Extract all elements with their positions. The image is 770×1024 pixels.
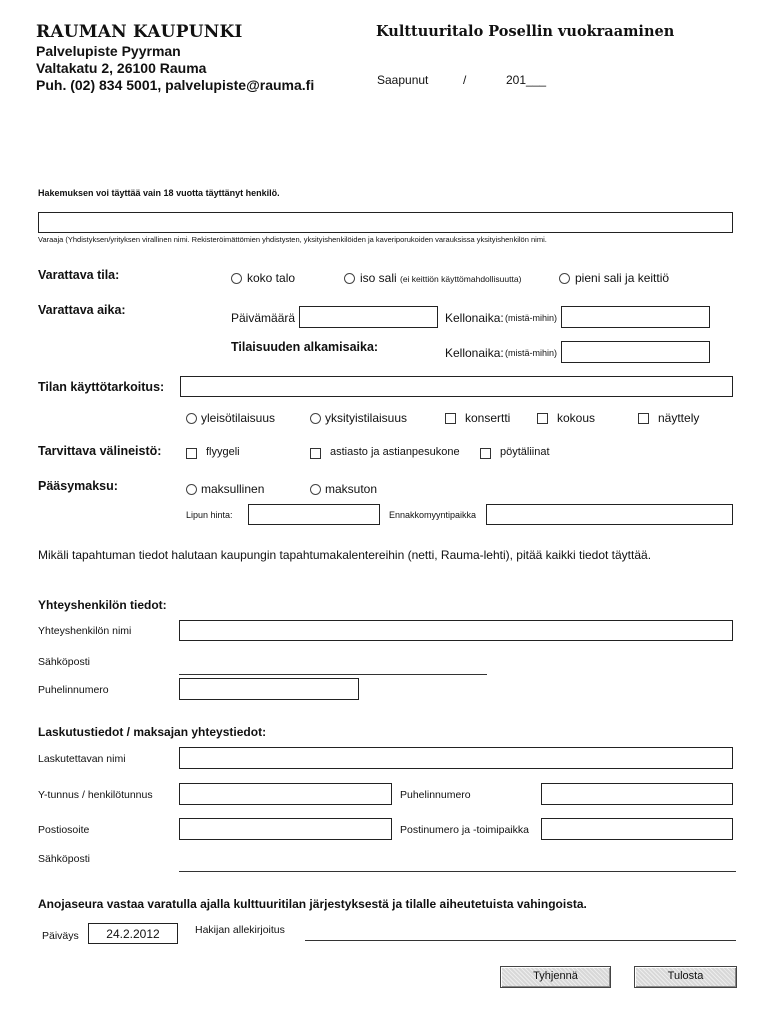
- checkbox-tablecloths[interactable]: [480, 448, 491, 459]
- presale-label: Ennakkomyyntipaikka: [389, 510, 477, 520]
- billing-name-label: Laskutettavan nimi: [38, 753, 126, 765]
- ticket-price-field[interactable]: [248, 504, 380, 525]
- billing-phone-label: Puhelinnumero: [400, 789, 471, 801]
- billing-phone-field[interactable]: [541, 783, 733, 805]
- date-label: Päivämäärä: [231, 311, 296, 325]
- option-concert: konsertti: [465, 411, 511, 425]
- option-grand-piano: flyygeli: [206, 446, 240, 458]
- signature-label: Hakijan allekirjoitus: [195, 924, 285, 936]
- presale-field[interactable]: [486, 504, 733, 525]
- contact-line: Puh. (02) 834 5001, palvelupiste@rauma.fi: [36, 77, 315, 93]
- billing-id-field[interactable]: [179, 783, 392, 805]
- clear-button[interactable]: Tyhjennä: [500, 966, 611, 988]
- billing-email-field[interactable]: [179, 871, 736, 872]
- date-signed-label: Päiväys: [42, 930, 79, 942]
- radio-paid[interactable]: [186, 484, 197, 495]
- purpose-label: Tilan käyttötarkoitus:: [38, 380, 165, 394]
- department-name: Palvelupiste Pyyrman: [36, 43, 181, 59]
- space-label: Varattava tila:: [38, 268, 120, 282]
- checkbox-meeting[interactable]: [537, 413, 548, 424]
- clock-label: Kellonaika:: [445, 311, 504, 325]
- billing-address-label: Postiosoite: [38, 824, 90, 836]
- checkbox-grand-piano[interactable]: [186, 448, 197, 459]
- calendar-note: Mikäli tapahtuman tiedot halutaan kaupungin tapahtumakalentereihin (netti, Rauma-lehti), pitää kaikki tiedot täyttää.: [38, 548, 652, 562]
- ticket-price-label: Lipun hinta:: [186, 510, 233, 520]
- received-label: Saapunut: [377, 73, 429, 87]
- equipment-label: Tarvittava välineistö:: [38, 444, 162, 458]
- responsibility-note: Anojaseura vastaa varatulla ajalla kulttuuritilan järjestyksestä ja tilalle aiheutetuista vahingoista.: [38, 897, 587, 911]
- age-notice: Hakemuksen voi täyttää vain 18 vuotta täyttänyt henkilö.: [38, 188, 280, 198]
- billing-email-label: Sähköposti: [38, 853, 90, 865]
- address-line: Valtakatu 2, 26100 Rauma: [36, 60, 207, 76]
- print-button[interactable]: Tulosta: [634, 966, 737, 988]
- received-separator: /: [463, 73, 467, 87]
- radio-whole-house[interactable]: [231, 273, 242, 284]
- fee-label: Pääsymaksu:: [38, 479, 118, 493]
- option-small-hall: pieni sali ja keittiö: [575, 271, 670, 285]
- start-clock-label: Kellonaika:: [445, 346, 504, 360]
- option-tablecloths: pöytäliinat: [500, 446, 550, 458]
- option-whole-house: koko talo: [247, 271, 296, 285]
- signature-line[interactable]: [305, 940, 736, 941]
- booker-name-field[interactable]: [38, 212, 733, 233]
- received-year: 201___: [506, 73, 547, 87]
- start-clock-hint: (mistä-mihin): [505, 348, 558, 358]
- option-paid: maksullinen: [201, 482, 265, 496]
- billing-postcode-label: Postinumero ja -toimipaikka: [400, 824, 529, 836]
- clock-hint: (mistä-mihin): [505, 313, 558, 323]
- billing-id-label: Y-tunnus / henkilötunnus: [38, 789, 153, 801]
- start-time-label: Tilaisuuden alkamisaika:: [231, 340, 379, 354]
- purpose-field[interactable]: [180, 376, 733, 397]
- contact-email-label: Sähköposti: [38, 656, 90, 668]
- date-field[interactable]: [299, 306, 438, 328]
- radio-public-event[interactable]: [186, 413, 197, 424]
- date-signed-value: 24.2.2012: [106, 927, 160, 941]
- contact-name-field[interactable]: [179, 620, 733, 641]
- contact-phone-label: Puhelinnumero: [38, 684, 109, 696]
- option-big-hall: iso sali: [360, 271, 397, 285]
- option-meeting: kokous: [557, 411, 596, 425]
- option-big-hall-note: (ei keittiön käyttömahdollisuutta): [400, 274, 522, 284]
- start-clock-field[interactable]: [561, 341, 710, 363]
- radio-small-hall[interactable]: [559, 273, 570, 284]
- radio-free[interactable]: [310, 484, 321, 495]
- checkbox-exhibition[interactable]: [638, 413, 649, 424]
- option-private-event: yksityistilaisuus: [325, 411, 408, 425]
- organization-name: RAUMAN KAUPUNKI: [36, 22, 243, 42]
- contact-heading: Yhteyshenkilön tiedot:: [38, 598, 167, 612]
- billing-name-field[interactable]: [179, 747, 733, 769]
- option-exhibition: näyttely: [658, 411, 700, 425]
- checkbox-concert[interactable]: [445, 413, 456, 424]
- contact-phone-field[interactable]: [179, 678, 359, 700]
- clock-field[interactable]: [561, 306, 710, 328]
- contact-name-label: Yhteyshenkilön nimi: [38, 625, 132, 637]
- checkbox-dishes[interactable]: [310, 448, 321, 459]
- time-label: Varattava aika:: [38, 303, 126, 317]
- booker-caption: Varaaja (Yhdistyksen/yrityksen virallinen nimi. Rekisteröimättömien yhdistysten, yksityishenkilöiden ja kaveriporukoiden varauksissa yksityishenkilön nimi.: [38, 235, 547, 244]
- billing-postcode-field[interactable]: [541, 818, 733, 840]
- contact-email-field[interactable]: [179, 674, 487, 675]
- billing-address-field[interactable]: [179, 818, 392, 840]
- option-public-event: yleisötilaisuus: [201, 411, 276, 425]
- radio-big-hall[interactable]: [344, 273, 355, 284]
- option-free: maksuton: [325, 482, 378, 496]
- form-title: Kulttuuritalo Posellin vuokraaminen: [376, 23, 675, 40]
- option-dishes: astiasto ja astianpesukone: [330, 446, 460, 458]
- billing-heading: Laskutustiedot / maksajan yhteystiedot:: [38, 725, 267, 739]
- radio-private-event[interactable]: [310, 413, 321, 424]
